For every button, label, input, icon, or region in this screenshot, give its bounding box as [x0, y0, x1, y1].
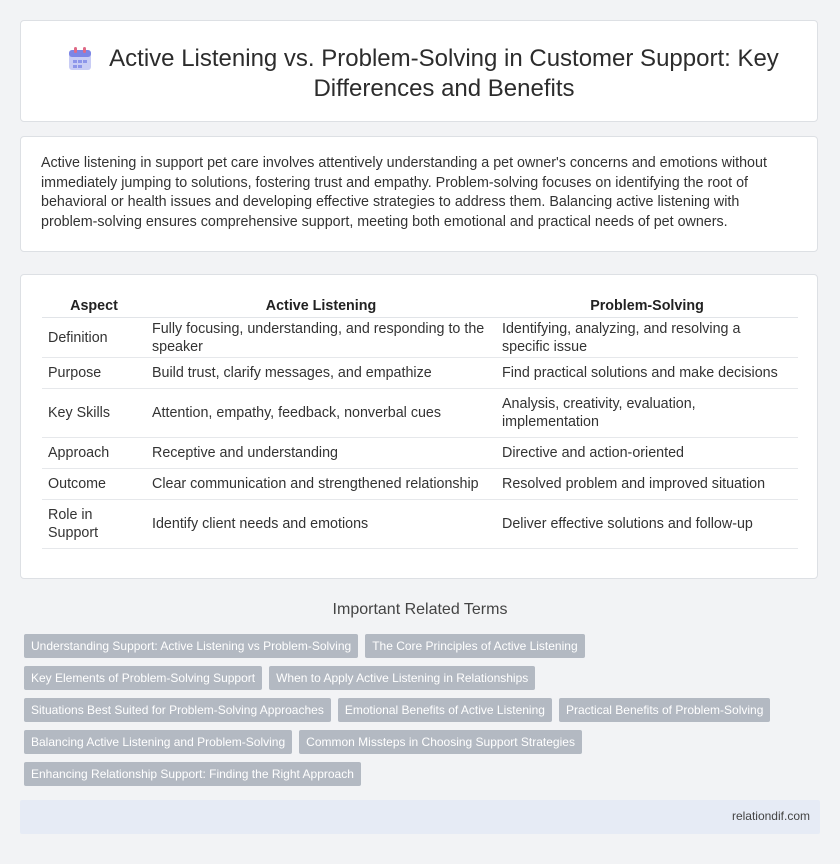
table-cell: Identifying, analyzing, and resolving a specific issue [496, 318, 798, 358]
related-term-tag[interactable]: Balancing Active Listening and Problem-Solving [24, 730, 292, 754]
calendar-icon [67, 46, 93, 72]
table-cell: Attention, empathy, feedback, nonverbal cues [146, 389, 496, 438]
table-row [42, 469, 798, 500]
table-row [42, 318, 798, 358]
related-term-tag[interactable]: Situations Best Suited for Problem-Solving Approaches [24, 698, 331, 722]
related-terms-title: Important Related Terms [332, 601, 508, 618]
related-term-tag[interactable]: Understanding Support: Active Listening vs Problem-Solving [24, 634, 358, 658]
table-cell: Outcome [42, 469, 146, 500]
table-cell: Identify client needs and emotions [146, 500, 496, 549]
comparison-table-card [20, 274, 818, 579]
related-term-tag[interactable]: Common Missteps in Choosing Support Strategies [299, 730, 582, 754]
table-cell: Purpose [42, 358, 146, 389]
table-cell: Clear communication and strengthened relationship [146, 469, 496, 500]
intro-card [20, 136, 818, 252]
related-term-tag[interactable]: The Core Principles of Active Listening [365, 634, 584, 658]
related-term-tag[interactable]: Key Elements of Problem-Solving Support [24, 666, 262, 690]
related-term-tag[interactable]: Emotional Benefits of Active Listening [338, 698, 552, 722]
related-terms-list [24, 634, 814, 794]
table-row [42, 389, 798, 438]
table-cell: Analysis, creativity, evaluation, implementation [496, 389, 798, 438]
column-header-problem-solving: Problem-Solving [496, 293, 798, 318]
related-term-tag[interactable]: Practical Benefits of Problem-Solving [559, 698, 770, 722]
column-header-active-listening: Active Listening [146, 293, 496, 318]
table-cell: Find practical solutions and make decisions [496, 358, 798, 389]
table-cell: Fully focusing, understanding, and responding to the speaker [146, 318, 496, 358]
footer [20, 800, 820, 834]
table-cell: Build trust, clarify messages, and empathize [146, 358, 496, 389]
header-card [20, 20, 818, 122]
comparison-table [42, 293, 798, 549]
table-cell: Directive and action-oriented [496, 438, 798, 469]
related-term-tag[interactable]: Enhancing Relationship Support: Finding the Right Approach [24, 762, 361, 786]
table-cell: Deliver effective solutions and follow-up [496, 500, 798, 549]
table-cell: Definition [42, 318, 146, 358]
table-row [42, 500, 798, 549]
table-cell: Receptive and understanding [146, 438, 496, 469]
column-header-aspect: Aspect [42, 293, 146, 318]
intro-paragraph: Active listening in support pet care involves attentively understanding a pet owner's concerns and emotions without immediately jumping to solutions, fostering trust and empathy. Problem-solving focuses on identifying the root of behavioral or health issues and developing effective strategies to address them. Balancing active listening with problem-solving ensures comprehensive support, meeting both emotional and practical needs of pet owners. [41, 155, 767, 230]
table-header-row [42, 293, 798, 318]
table-row [42, 358, 798, 389]
table-cell: Key Skills [42, 389, 146, 438]
table-cell: Resolved problem and improved situation [496, 469, 798, 500]
footer-site-link[interactable]: relationdif.com [731, 809, 810, 823]
table-cell: Role in Support [42, 500, 146, 549]
table-cell: Approach [42, 438, 146, 469]
related-term-tag[interactable]: When to Apply Active Listening in Relationships [269, 666, 535, 690]
table-row [42, 438, 798, 469]
page-title: Active Listening vs. Problem-Solving in Customer Support: Key Differences and Benefits [109, 45, 779, 102]
